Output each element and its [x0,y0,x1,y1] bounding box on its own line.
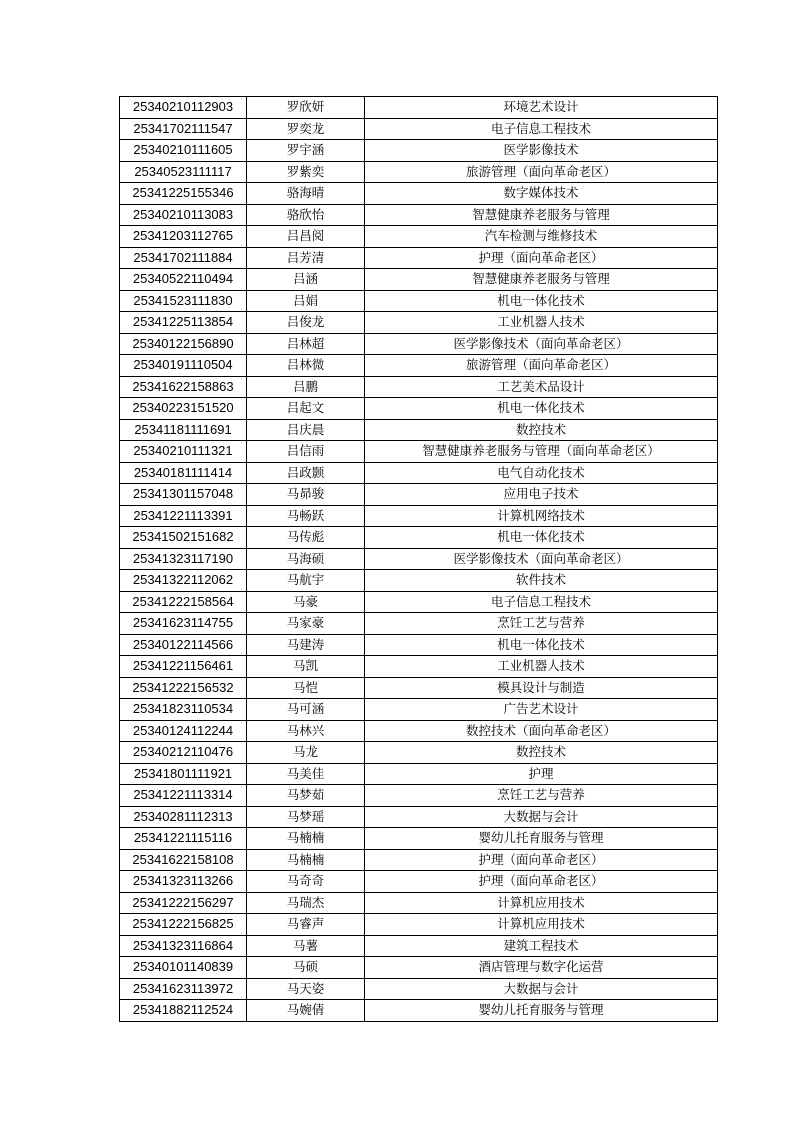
student-id-cell: 25340191110504 [120,355,247,377]
student-name-cell: 马睿声 [247,914,365,936]
major-cell: 模具设计与制造 [365,677,718,699]
table-row [120,484,718,506]
student-name-cell: 罗奕龙 [247,118,365,140]
major-cell: 数控技术 [365,742,718,764]
major-cell: 婴幼儿托育服务与管理 [365,1000,718,1022]
major-cell: 电气自动化技术 [365,462,718,484]
table-row [120,505,718,527]
student-id-cell: 25340281112313 [120,806,247,828]
major-cell: 建筑工程技术 [365,935,718,957]
major-cell: 旅游管理（面向革命老区） [365,355,718,377]
student-id-cell: 25340210111605 [120,140,247,162]
student-name-cell: 马楠楠 [247,849,365,871]
major-cell: 酒店管理与数字化运营 [365,957,718,979]
table-row [120,591,718,613]
major-cell: 工艺美术品设计 [365,376,718,398]
major-cell: 婴幼儿托育服务与管理 [365,828,718,850]
table-row [120,161,718,183]
student-id-cell: 25341882112524 [120,1000,247,1022]
student-id-cell: 25340101140839 [120,957,247,979]
table-row [120,742,718,764]
table-row [120,785,718,807]
major-cell: 工业机器人技术 [365,312,718,334]
student-id-cell: 25341222158564 [120,591,247,613]
student-id-cell: 25340181111414 [120,462,247,484]
major-cell: 大数据与会计 [365,806,718,828]
student-name-cell: 马传彪 [247,527,365,549]
major-cell: 大数据与会计 [365,978,718,1000]
student-id-cell: 25341225113854 [120,312,247,334]
student-name-cell: 马昴骏 [247,484,365,506]
student-id-cell: 25340210111321 [120,441,247,463]
major-cell: 旅游管理（面向革命老区） [365,161,718,183]
major-cell: 医学影像技术 [365,140,718,162]
student-id-cell: 25340122114566 [120,634,247,656]
student-id-cell: 25340124112244 [120,720,247,742]
student-name-cell: 马美佳 [247,763,365,785]
student-name-cell: 马硕 [247,957,365,979]
student-id-cell: 25341221115116 [120,828,247,850]
student-id-cell: 25341222156532 [120,677,247,699]
student-id-cell: 25341323117190 [120,548,247,570]
major-cell: 数控技术 [365,419,718,441]
major-cell: 环境艺术设计 [365,97,718,119]
student-id-cell: 25341623114755 [120,613,247,635]
table-row [120,527,718,549]
roster-table [119,96,718,1022]
student-name-cell: 吕林超 [247,333,365,355]
major-cell: 工业机器人技术 [365,656,718,678]
major-cell: 应用电子技术 [365,484,718,506]
student-name-cell: 吕娟 [247,290,365,312]
student-name-cell: 马梦瑶 [247,806,365,828]
student-id-cell: 25341221113391 [120,505,247,527]
table-row [120,914,718,936]
major-cell: 烹饪工艺与营养 [365,613,718,635]
student-name-cell: 马婉倩 [247,1000,365,1022]
student-id-cell: 25341702111547 [120,118,247,140]
table-row [120,656,718,678]
table-row [120,97,718,119]
major-cell: 广告艺术设计 [365,699,718,721]
student-id-cell: 25341702111884 [120,247,247,269]
table-row [120,290,718,312]
student-name-cell: 马航宇 [247,570,365,592]
major-cell: 计算机应用技术 [365,914,718,936]
major-cell: 计算机网络技术 [365,505,718,527]
major-cell: 护理 [365,763,718,785]
table-row [120,871,718,893]
student-id-cell: 25341181111691 [120,419,247,441]
student-name-cell: 马天姿 [247,978,365,1000]
table-row [120,419,718,441]
student-name-cell: 马龙 [247,742,365,764]
student-name-cell: 吕俊龙 [247,312,365,334]
table-row [120,312,718,334]
major-cell: 汽车检测与维修技术 [365,226,718,248]
table-row [120,677,718,699]
student-id-cell: 25340210113083 [120,204,247,226]
major-cell: 护理（面向革命老区） [365,247,718,269]
student-id-cell: 25341203112765 [120,226,247,248]
table-row [120,892,718,914]
table-row [120,355,718,377]
major-cell: 智慧健康养老服务与管理（面向革命老区） [365,441,718,463]
student-id-cell: 25340122156890 [120,333,247,355]
student-name-cell: 马梦茹 [247,785,365,807]
table-row [120,140,718,162]
table-row [120,570,718,592]
table-row [120,849,718,871]
table-row [120,441,718,463]
table-row [120,613,718,635]
student-id-cell: 25340223151520 [120,398,247,420]
student-id-cell: 25341323113266 [120,871,247,893]
table-row [120,226,718,248]
table-row [120,935,718,957]
student-name-cell: 马豪 [247,591,365,613]
student-name-cell: 马薯 [247,935,365,957]
student-id-cell: 25341502151682 [120,527,247,549]
major-cell: 机电一体化技术 [365,398,718,420]
table-row [120,183,718,205]
student-id-cell: 25341221156461 [120,656,247,678]
major-cell: 计算机应用技术 [365,892,718,914]
student-id-cell: 25341323116864 [120,935,247,957]
major-cell: 机电一体化技术 [365,527,718,549]
major-cell: 烹饪工艺与营养 [365,785,718,807]
student-id-cell: 25341225155346 [120,183,247,205]
table-row [120,806,718,828]
major-cell: 软件技术 [365,570,718,592]
table-row [120,204,718,226]
student-name-cell: 马林兴 [247,720,365,742]
student-id-cell: 25341622158108 [120,849,247,871]
student-id-cell: 25341301157048 [120,484,247,506]
student-id-cell: 25340523111117 [120,161,247,183]
student-name-cell: 吕涵 [247,269,365,291]
student-name-cell: 马凯 [247,656,365,678]
table-row [120,828,718,850]
major-cell: 电子信息工程技术 [365,118,718,140]
student-name-cell: 马畅跃 [247,505,365,527]
major-cell: 数字媒体技术 [365,183,718,205]
student-name-cell: 吕庆晨 [247,419,365,441]
student-name-cell: 吕起文 [247,398,365,420]
table-row [120,720,718,742]
student-id-cell: 25340210112903 [120,97,247,119]
major-cell: 护理（面向革命老区） [365,849,718,871]
student-name-cell: 吕鹏 [247,376,365,398]
table-row [120,269,718,291]
table-row [120,398,718,420]
student-name-cell: 马奇奇 [247,871,365,893]
major-cell: 医学影像技术（面向革命老区） [365,333,718,355]
student-name-cell: 马可涵 [247,699,365,721]
student-name-cell: 罗欣妍 [247,97,365,119]
major-cell: 智慧健康养老服务与管理 [365,204,718,226]
roster-table-body [120,97,718,1022]
table-row [120,333,718,355]
student-id-cell: 25341222156825 [120,914,247,936]
student-id-cell: 25341322112062 [120,570,247,592]
student-name-cell: 吕林微 [247,355,365,377]
student-id-cell: 25341622158863 [120,376,247,398]
student-name-cell: 马家豪 [247,613,365,635]
table-row [120,118,718,140]
table-row [120,247,718,269]
student-id-cell: 25341221113314 [120,785,247,807]
table-row [120,978,718,1000]
major-cell: 护理（面向革命老区） [365,871,718,893]
student-name-cell: 马瑞杰 [247,892,365,914]
student-id-cell: 25340522110494 [120,269,247,291]
student-name-cell: 马楠楠 [247,828,365,850]
major-cell: 电子信息工程技术 [365,591,718,613]
student-name-cell: 马恺 [247,677,365,699]
student-id-cell: 25341801111921 [120,763,247,785]
student-id-cell: 25341623113972 [120,978,247,1000]
table-row [120,548,718,570]
student-name-cell: 吕芳清 [247,247,365,269]
student-id-cell: 25341523111830 [120,290,247,312]
student-id-cell: 25340212110476 [120,742,247,764]
student-name-cell: 马建涛 [247,634,365,656]
table-row [120,957,718,979]
major-cell: 智慧健康养老服务与管理 [365,269,718,291]
student-name-cell: 骆海晴 [247,183,365,205]
student-name-cell: 吕信雨 [247,441,365,463]
table-row [120,376,718,398]
major-cell: 医学影像技术（面向革命老区） [365,548,718,570]
table-row [120,1000,718,1022]
table-row [120,699,718,721]
major-cell: 数控技术（面向革命老区） [365,720,718,742]
table-row [120,763,718,785]
student-id-cell: 25341222156297 [120,892,247,914]
student-name-cell: 骆欣怡 [247,204,365,226]
table-row [120,462,718,484]
major-cell: 机电一体化技术 [365,634,718,656]
student-id-cell: 25341823110534 [120,699,247,721]
student-name-cell: 罗紫奕 [247,161,365,183]
student-name-cell: 吕昌阅 [247,226,365,248]
major-cell: 机电一体化技术 [365,290,718,312]
table-row [120,634,718,656]
student-name-cell: 吕政颢 [247,462,365,484]
student-name-cell: 罗宇涵 [247,140,365,162]
student-name-cell: 马海硕 [247,548,365,570]
